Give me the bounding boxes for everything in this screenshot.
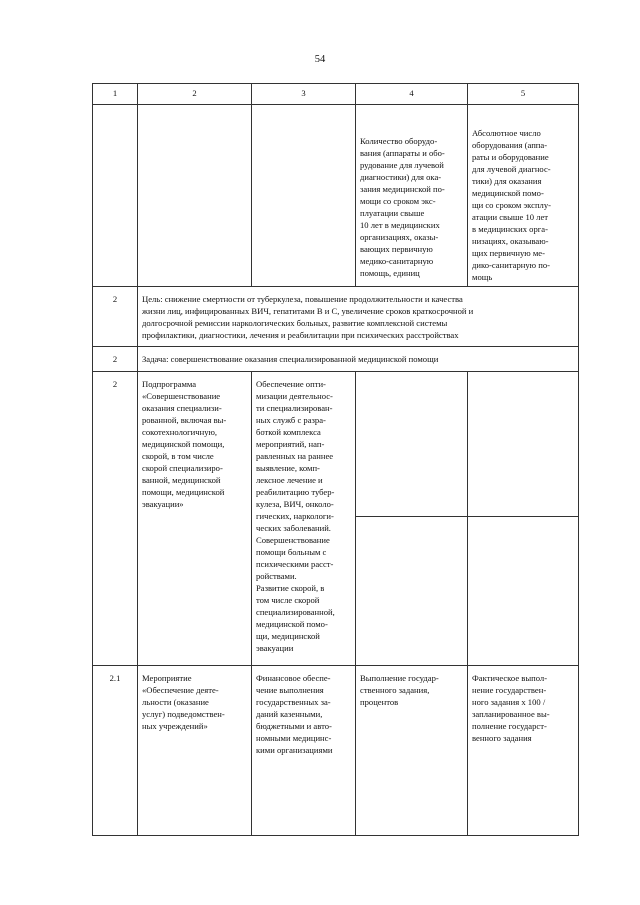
measure-num-cell: 2.1 [93, 666, 138, 836]
header-col-1: 1 [93, 84, 138, 105]
equipment-col3-cell [252, 105, 356, 287]
subprogram-col5-top-cell [468, 372, 579, 517]
subprogram-col4-top-cell [356, 372, 468, 517]
header-col-3: 3 [252, 84, 356, 105]
indicators-table [92, 83, 579, 836]
task-num-cell: 2 [93, 347, 138, 372]
measure-name-cell: Мероприятие «Обеспечение деяте- льности (оказание услуг) подведомствен- ных учреждений» [138, 666, 252, 836]
goal-num-cell: 2 [93, 287, 138, 347]
header-row [93, 84, 579, 105]
equipment-indicator-cell: Количество оборудо- вания (аппараты и обо- рудование для лучевой диагностики) для ока- зания медицинской по- мощи со сроком экс- плуатации свыше 10 лет в медицинских организациях, оказы- вающих первичную медико-санитарную помощь, единиц [356, 105, 468, 287]
measure-description-cell: Финансовое обеспе- чение выполнения государственных за- даний казенными, бюджетными и авто- номными медицинс- кими организациями [252, 666, 356, 836]
equipment-num-cell [93, 105, 138, 287]
goal-text-cell: Цель: снижение смертности от туберкулеза, повышение продолжительности и качества жизни лиц, инфицированных ВИЧ, гепатитами В и С, увеличение сроков краткосрочной и долгосрочной ремиссии наркологических больных, развитие комплексной системы профилактики, диагностики, лечения и реабилитации при психических расстройствах [138, 287, 579, 347]
table-row-goal [93, 287, 579, 347]
equipment-col2-cell [138, 105, 252, 287]
subprogram-name-cell: Подпрограмма «Совершенствование оказания специализи- рованной, включая вы- сокотехнологичную, медицинской помощи, скорой, в том числе скорой специализиро- ванной, медицинской помощи, медицинской эвакуации» [138, 372, 252, 666]
table-row-measure [93, 666, 579, 836]
measure-formula-cell: Фактическое выпол- нение государствен- ного задания х 100 / запланированное вы- полнение государст- венного задания [468, 666, 579, 836]
table-row-task [93, 347, 579, 372]
subprogram-num-cell: 2 [93, 372, 138, 666]
equipment-formula-cell: Абсолютное число оборудования (аппа- раты и оборудование для лучевой диагнос- тики) для оказания медицинской помо- щи со сроком эксплу- атации свыше 10 лет в медицинских орга- низациях, оказываю- щих первичную ме- дико-санитарную по- мощь [468, 105, 579, 287]
subprogram-col5-bottom-cell [468, 517, 579, 666]
page-number: 54 [314, 54, 326, 65]
subprogram-col4-bottom-cell [356, 517, 468, 666]
header-col-4: 4 [356, 84, 468, 105]
table-row-equipment [93, 105, 579, 287]
header-col-2: 2 [138, 84, 252, 105]
subprogram-description-cell: Обеспечение опти- мизации деятельнос- ти специализирован- ных служб с разра- боткой комплекса мероприятий, нап- равленных на раннее выявление, комп- лексное лечение и реабилитацию тубер- кулеза, ВИЧ, онколо- гических, наркологи- ческих заболеваний. Совершенствование помощи больным с психическими расст- ройствами. Развитие скорой, в том числе скорой специализированной, медицинской помо- щи, медицинской эвакуации [252, 372, 356, 666]
table-row-subprogram-top [93, 372, 579, 517]
header-col-5: 5 [468, 84, 579, 105]
task-text-cell: Задача: совершенствование оказания специализированной медицинской помощи [138, 347, 579, 372]
measure-indicator-cell: Выполнение государ- ственного задания, процентов [356, 666, 468, 836]
